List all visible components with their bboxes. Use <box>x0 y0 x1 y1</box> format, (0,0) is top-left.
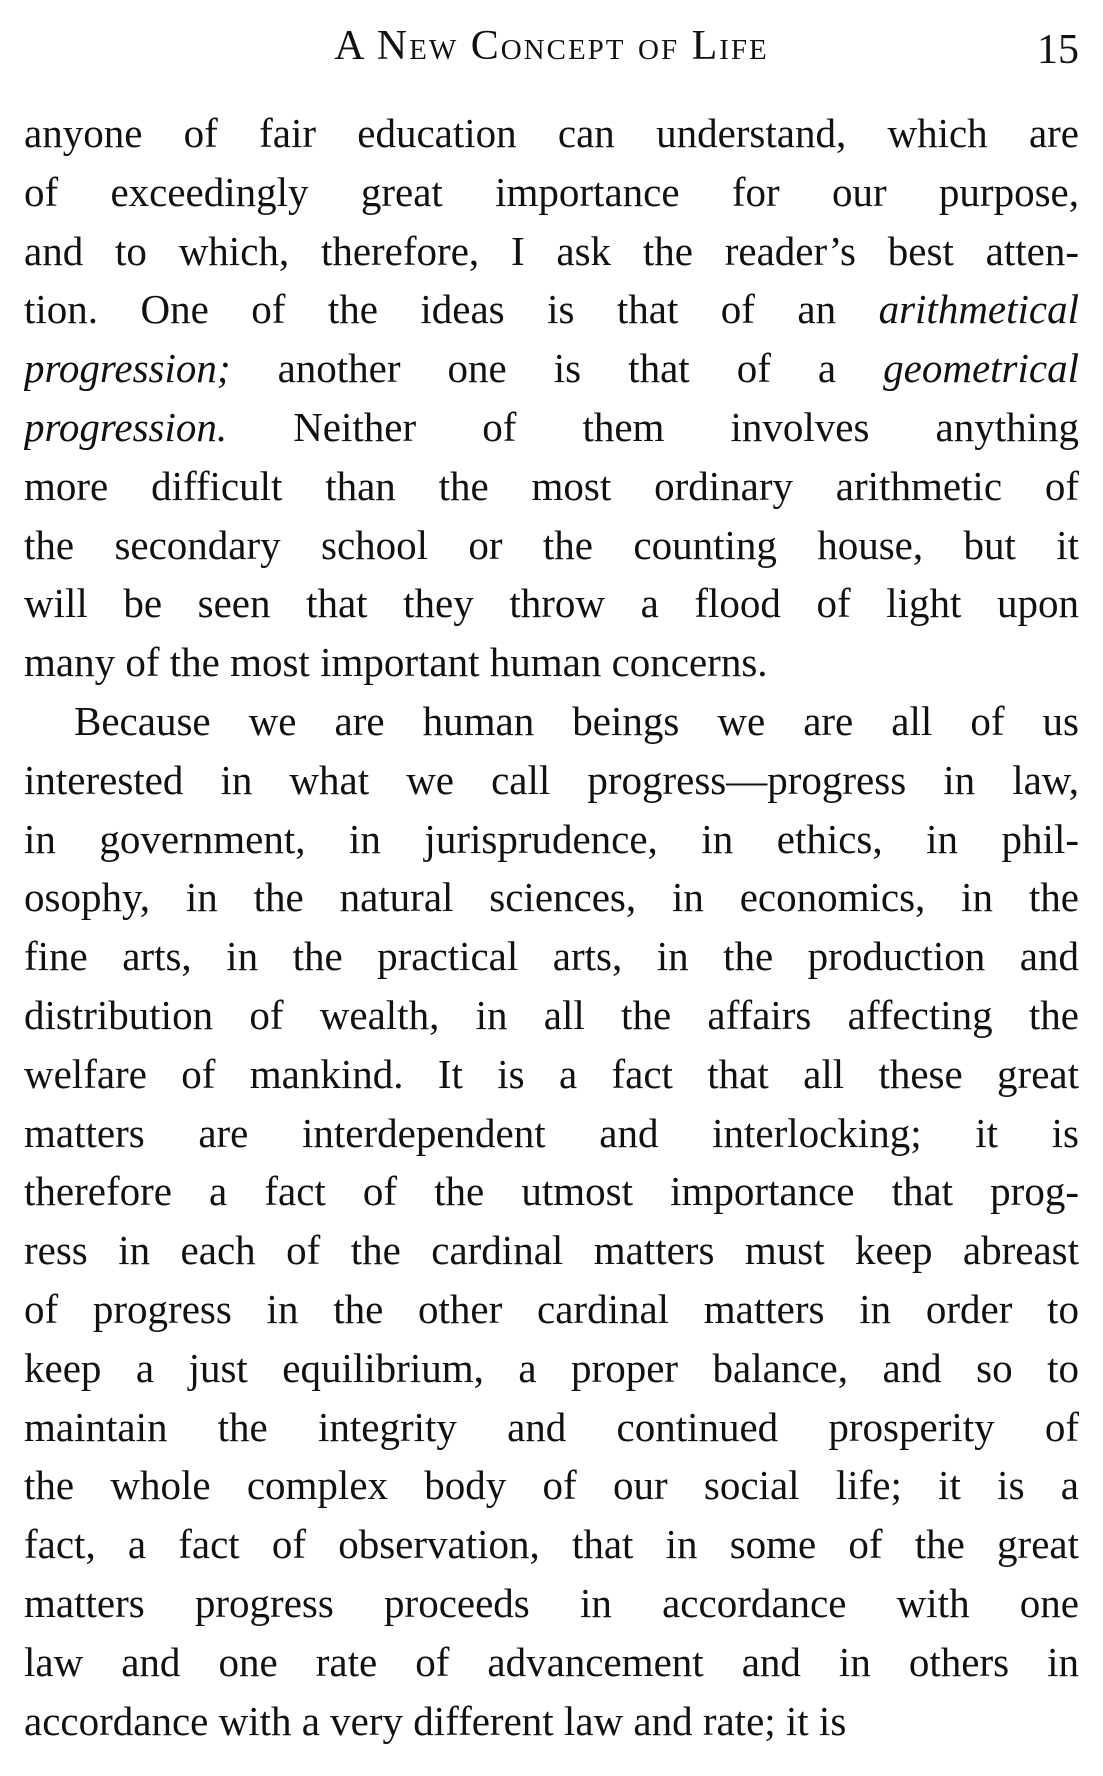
text-line <box>24 516 1079 575</box>
text-run: accordance with a very different law and rate; it is <box>24 1697 847 1744</box>
text-line <box>24 339 1079 398</box>
text-line <box>24 280 1079 339</box>
body-text <box>24 104 1079 1750</box>
text-run: of progress in the other cardinal matters in order to <box>24 1285 1079 1332</box>
text-line <box>24 1280 1079 1339</box>
text-run: matters are interdependent and interlocking; it is <box>24 1109 1079 1156</box>
text-run: fact, a fact of observation, that in some of the great <box>24 1521 1079 1568</box>
paragraph <box>24 692 1079 1750</box>
text-run: another one is that of a <box>230 345 884 392</box>
paragraph <box>24 104 1079 692</box>
italic-term: geometrical <box>883 345 1079 392</box>
text-line <box>24 222 1079 281</box>
running-head <box>0 16 1103 76</box>
text-line <box>24 927 1079 986</box>
text-run: matters progress proceeds in accordance with one <box>24 1579 1079 1626</box>
page-number: 15 <box>1037 27 1079 73</box>
text-run: maintain the integrity and continued prosperity of <box>24 1403 1079 1450</box>
italic-term: progression. <box>24 403 228 450</box>
text-line <box>24 1398 1079 1457</box>
text-run: more difficult than the most ordinary arithmetic of <box>24 462 1079 509</box>
text-run: distribution of wealth, in all the affairs affecting the <box>24 991 1079 1038</box>
text-run: the whole complex body of our social life; it is a <box>24 1462 1079 1509</box>
text-line <box>24 633 1079 692</box>
running-title: A New Concept of Life <box>334 23 769 69</box>
text-run: Because we are human beings we are all of us <box>74 697 1079 744</box>
text-run: therefore a fact of the utmost importance that prog- <box>24 1168 1079 1215</box>
text-line <box>24 1104 1079 1163</box>
text-line <box>24 1456 1079 1515</box>
text-run: ress in each of the cardinal matters must keep abreast <box>24 1227 1079 1274</box>
text-run: tion. One of the ideas is that of an <box>24 286 879 333</box>
text-run: law and one rate of advancement and in others in <box>24 1638 1079 1685</box>
text-run: will be seen that they throw a flood of light upon <box>24 580 1079 627</box>
text-line <box>24 692 1079 751</box>
text-run: the secondary school or the counting house, but it <box>24 521 1079 568</box>
italic-term: arithmetical <box>878 286 1079 333</box>
text-run: and to which, therefore, I ask the reader’s best atten- <box>24 227 1079 274</box>
text-run: of exceedingly great importance for our purpose, <box>24 168 1079 215</box>
text-line <box>24 163 1079 222</box>
text-line <box>24 1692 1079 1751</box>
text-line <box>24 457 1079 516</box>
text-line <box>24 1339 1079 1398</box>
text-run: anyone of fair education can understand, which are <box>24 110 1079 156</box>
text-line <box>24 1515 1079 1574</box>
text-line <box>24 986 1079 1045</box>
text-run: Neither of them involves anything <box>227 403 1079 450</box>
text-run: interested in what we call progress—progress in law, <box>24 756 1079 803</box>
text-line <box>24 398 1079 457</box>
text-run: keep a just equilibrium, a proper balance, and so to <box>24 1344 1079 1391</box>
text-run: osophy, in the natural sciences, in economics, in the <box>24 874 1079 921</box>
text-line <box>24 1162 1079 1221</box>
text-run: many of the most important human concerns. <box>24 639 768 686</box>
text-line <box>24 1221 1079 1280</box>
text-line <box>24 868 1079 927</box>
text-line <box>24 751 1079 810</box>
text-run: in government, in jurisprudence, in ethics, in phil- <box>24 815 1079 862</box>
text-line <box>24 104 1079 163</box>
text-line <box>24 810 1079 869</box>
italic-term: progression; <box>24 345 231 392</box>
text-line <box>24 574 1079 633</box>
text-line <box>24 1045 1079 1104</box>
text-run: welfare of mankind. It is a fact that all these great <box>24 1050 1079 1097</box>
text-line <box>24 1574 1079 1633</box>
text-run: fine arts, in the practical arts, in the production and <box>24 933 1079 980</box>
text-line <box>24 1633 1079 1692</box>
